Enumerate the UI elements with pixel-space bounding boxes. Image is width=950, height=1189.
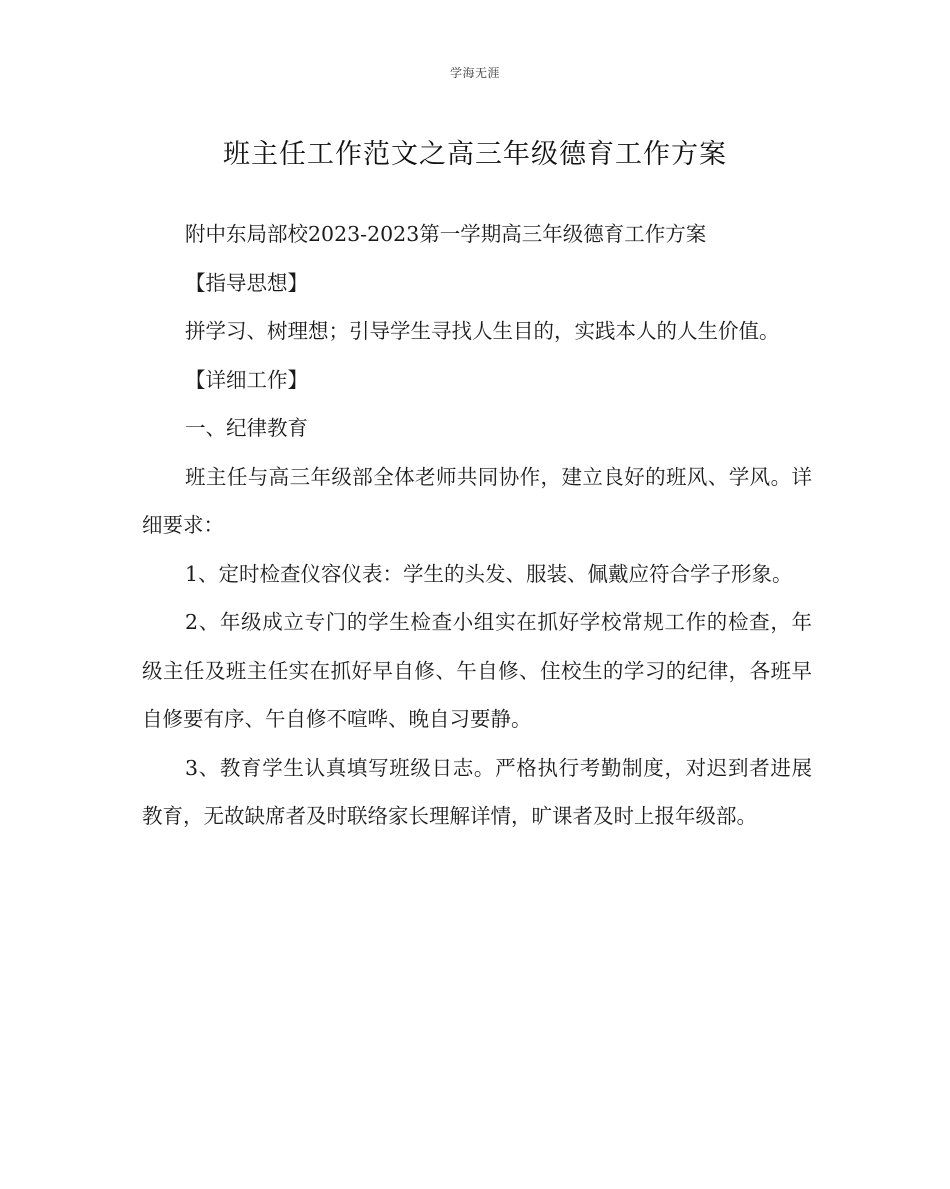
section-heading-guiding-thought: 【指导思想】	[185, 270, 308, 295]
document-body	[142, 210, 812, 841]
page-header: 学海无涯	[449, 66, 500, 80]
section-heading-detailed-work: 【详细工作】	[185, 367, 308, 392]
list-item-2: 2、年级成立专门的学生检查小组实在抓好学校常规工作的检查，年级主任及班主任实在抓好早自修、午自修、住校生的学习的纪律，各班早自修要有序、午自修不喧哗、晚自习要静。	[142, 610, 812, 731]
paragraph-discipline-intro: 班主任与高三年级部全体老师共同协作，建立良好的班风、学风。详细要求：	[142, 464, 812, 537]
subsection-heading-discipline: 一、纪律教育	[185, 416, 308, 440]
document-title: 班主任工作范文之高三年级德育工作方案	[223, 139, 727, 170]
paragraph-intro: 附中东局部校2023-2023第一学期高三年级德育工作方案	[185, 222, 707, 246]
list-item-3: 3、教育学生认真填写班级日志。严格执行考勤制度，对迟到者进展教育，无故缺席者及时联络家长理解详情，旷课者及时上报年级部。	[142, 755, 812, 828]
list-item-1: 1、定时检查仪容仪表：学生的头发、服装、佩戴应符合学子形象。	[185, 561, 793, 586]
paragraph-guiding-thought: 拼学习、树理想；引导学生寻找人生目的，实践本人的人生价值。	[185, 319, 780, 343]
